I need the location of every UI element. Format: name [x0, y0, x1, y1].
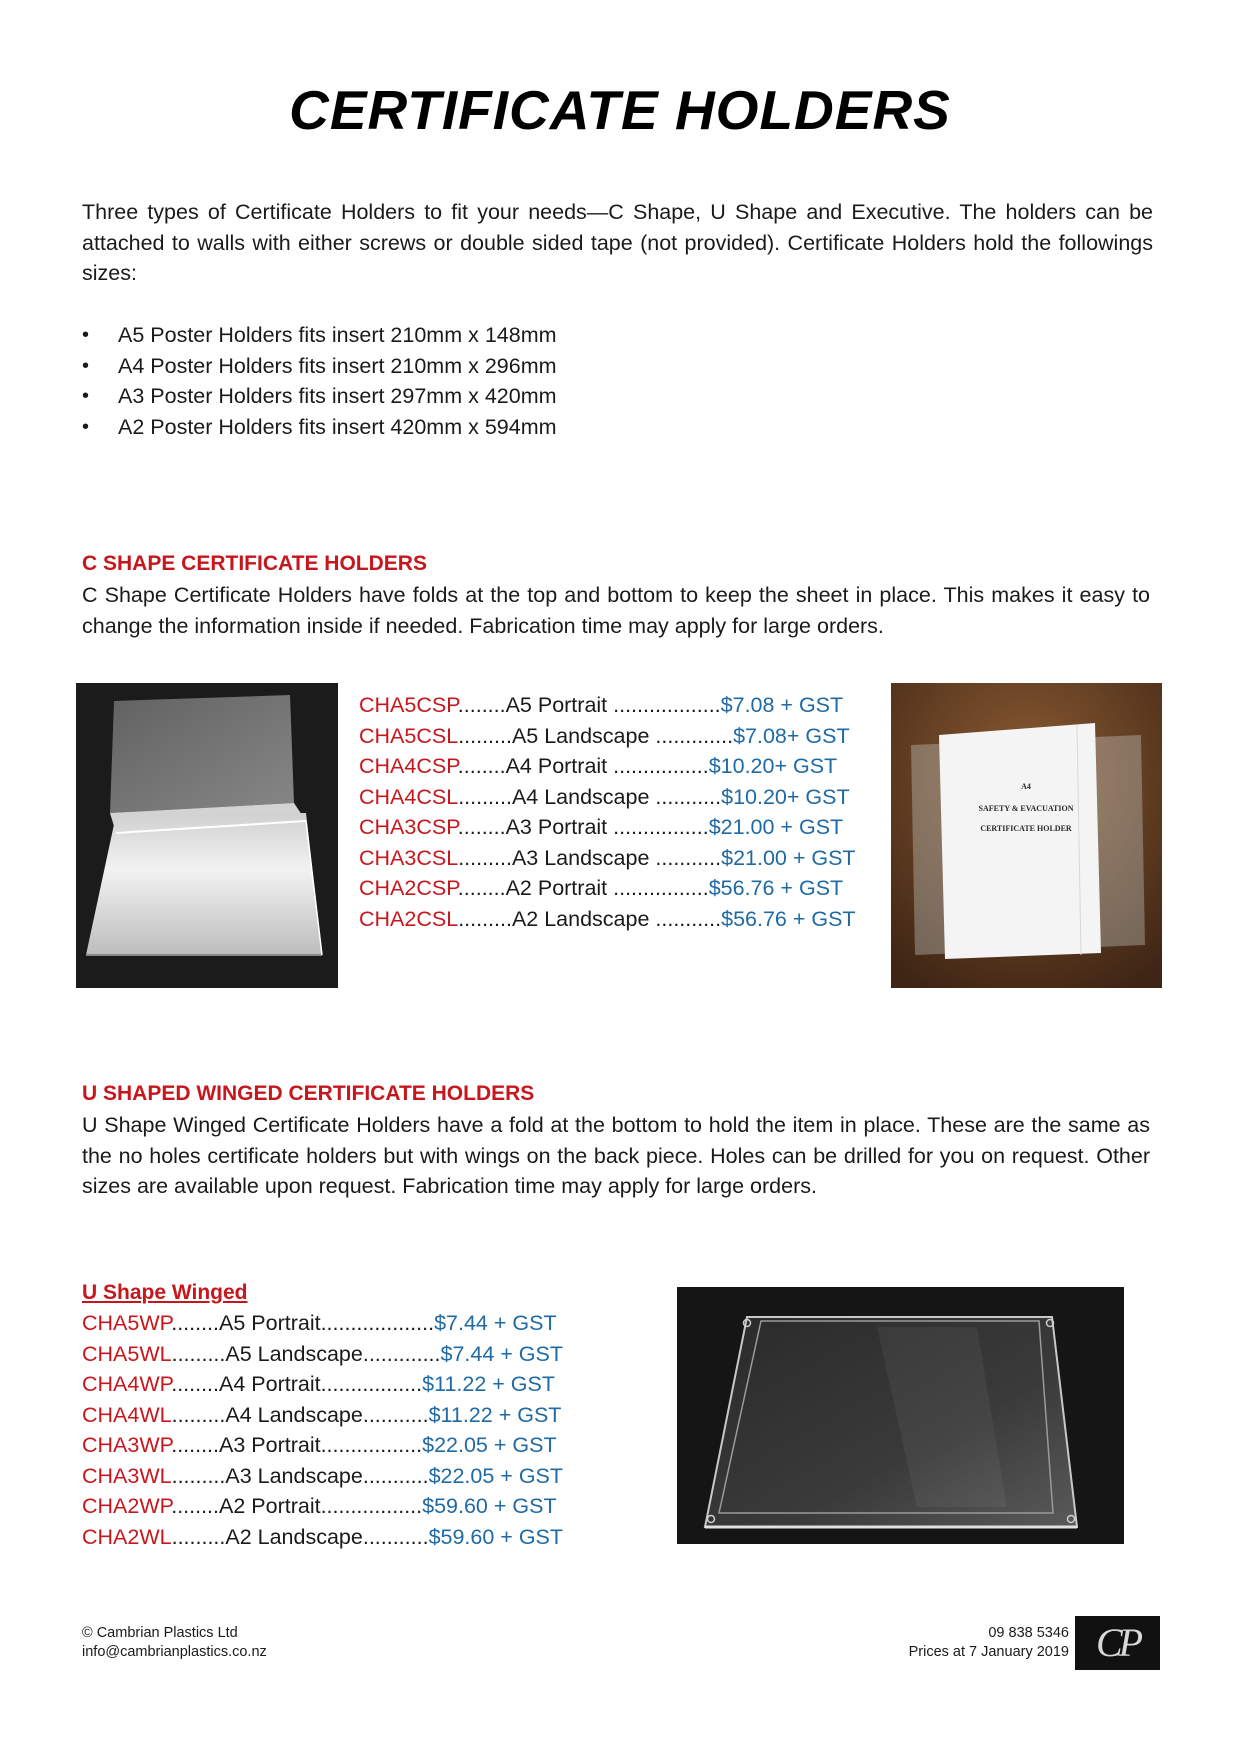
product-code: CHA4WL: [82, 1402, 172, 1427]
product-description: ........A3 Portrait ................: [457, 815, 709, 839]
product-price: $7.44 + GST: [440, 1341, 564, 1366]
product-description: .........A5 Landscape.............: [171, 1341, 441, 1366]
product-code: CHA2WL: [82, 1524, 172, 1549]
intro-paragraph: Three types of Certificate Holders to fit your needs—C Shape, U Shape and Executive. The holders can be attached to walls with either screws or double sided tape (not provided). Certificate Holders hold the followings sizes:: [82, 200, 1153, 285]
price-row: [82, 1522, 563, 1553]
footer-left: [82, 1624, 267, 1662]
product-description: .........A3 Landscape...........: [171, 1463, 429, 1488]
price-row: [359, 751, 856, 782]
product-code: CHA3WL: [82, 1463, 172, 1488]
product-code: CHA3CSL: [359, 845, 459, 870]
product-code: CHA3WP: [82, 1433, 172, 1457]
c-shape-sign-photo: [891, 683, 1162, 988]
product-code: CHA4WP: [82, 1372, 172, 1396]
sign-line: A4: [1021, 782, 1031, 791]
price-row: [82, 1430, 563, 1461]
footer-right: [909, 1624, 1069, 1662]
c-shape-description: C Shape Certificate Holders have folds at the top and bottom to keep the sheet in place. This makes it easy to change the information inside if needed. Fabrication time may apply for large orders.: [82, 583, 1150, 638]
product-price: $21.00 + GST: [708, 815, 844, 839]
product-code: CHA4CSP: [359, 754, 458, 778]
sign-line: SAFETY & EVACUATION: [978, 804, 1074, 813]
product-code: CHA2CSL: [359, 906, 459, 931]
c-shape-price-list: [359, 690, 856, 934]
price-row: [82, 1308, 563, 1339]
product-description: ........A5 Portrait...................: [171, 1311, 435, 1335]
u-shape-description: U Shape Winged Certificate Holders have a fold at the bottom to hold the item in place. These are the same as the no holes certificate holders but with wings on the back piece. Holes can be drilled for you on request. Other sizes are available upon request. Fabrication time may apply for large orders.: [82, 1113, 1150, 1198]
page-title: CERTIFICATE HOLDERS: [289, 79, 951, 141]
product-code: CHA2CSP: [359, 876, 458, 900]
product-code: CHA4CSL: [359, 784, 459, 809]
size-item: • A3 Poster Holders fits insert 297mm x 420mm: [82, 381, 557, 412]
footer-phone: 09 838 5346: [988, 1625, 1069, 1641]
product-description: .........A5 Landscape .............: [458, 723, 734, 748]
product-price: $7.44 + GST: [434, 1311, 557, 1335]
price-row: [359, 873, 856, 904]
product-price: $10.20+ GST: [708, 754, 838, 778]
price-row: [82, 1461, 563, 1492]
product-description: ........A4 Portrait ................: [457, 754, 709, 778]
product-price: $11.22 + GST: [422, 1372, 555, 1396]
sign-line: CERTIFICATE HOLDER: [980, 824, 1072, 833]
product-code: CHA2WP: [82, 1494, 172, 1518]
u-shape-list-heading: U Shape Winged: [82, 1281, 248, 1304]
product-description: ........A5 Portrait ..................: [457, 693, 721, 717]
product-price: $56.76 + GST: [708, 876, 844, 900]
price-row: [82, 1339, 563, 1370]
c-shape-heading: C SHAPE CERTIFICATE HOLDERS: [82, 552, 427, 575]
footer-company: © Cambrian Plastics Ltd: [82, 1625, 238, 1641]
price-row: [359, 721, 856, 752]
product-description: ........A2 Portrait.................: [171, 1494, 423, 1518]
price-row: [82, 1400, 563, 1431]
product-description: .........A4 Landscape...........: [171, 1402, 429, 1427]
product-code: CHA5WP: [82, 1311, 172, 1335]
product-price: $56.76 + GST: [721, 906, 856, 931]
product-description: .........A2 Landscape ...........: [458, 906, 722, 931]
product-description: ........A4 Portrait.................: [171, 1372, 423, 1396]
product-price: $11.22 + GST: [428, 1402, 562, 1427]
product-price: $22.05 + GST: [422, 1433, 557, 1457]
product-code: CHA3CSP: [359, 815, 458, 839]
product-description: .........A2 Landscape...........: [171, 1524, 429, 1549]
sign-text: [951, 781, 1101, 835]
product-price: $21.00 + GST: [721, 845, 856, 870]
product-code: CHA5CSL: [359, 723, 459, 748]
product-price: $10.20+ GST: [721, 784, 850, 809]
u-shape-heading: U SHAPED WINGED CERTIFICATE HOLDERS: [82, 1082, 535, 1105]
price-row: [359, 904, 856, 935]
price-row: [82, 1369, 563, 1400]
price-row: [82, 1491, 563, 1522]
u-shape-price-list: [82, 1308, 563, 1552]
product-price: $22.05 + GST: [428, 1463, 564, 1488]
product-price: $7.08+ GST: [733, 723, 850, 748]
product-description: .........A3 Landscape ...........: [458, 845, 722, 870]
product-description: ........A3 Portrait.................: [171, 1433, 423, 1457]
product-description: ........A2 Portrait ................: [457, 876, 709, 900]
footer-email[interactable]: info@cambrianplastics.co.nz: [82, 1644, 267, 1660]
price-row: [359, 812, 856, 843]
price-row: [359, 843, 856, 874]
u-shape-holder-photo: [677, 1287, 1124, 1544]
product-price: $59.60 + GST: [422, 1494, 557, 1518]
size-item: • A4 Poster Holders fits insert 210mm x 296mm: [82, 351, 557, 382]
c-shape-holder-photo: [76, 683, 338, 988]
price-row: [359, 690, 856, 721]
product-description: .........A4 Landscape ...........: [458, 784, 722, 809]
footer-prices-date: Prices at 7 January 2019: [908, 1644, 1069, 1660]
size-item: • A5 Poster Holders fits insert 210mm x 148mm: [82, 320, 557, 351]
product-code: CHA5WL: [82, 1341, 172, 1366]
price-row: [359, 782, 856, 813]
product-code: CHA5CSP: [359, 693, 458, 717]
product-price: $59.60 + GST: [428, 1524, 564, 1549]
size-list: [82, 320, 557, 442]
product-price: $7.08 + GST: [720, 693, 844, 717]
size-item: • A2 Poster Holders fits insert 420mm x 594mm: [82, 412, 557, 443]
company-logo: CP: [1075, 1616, 1160, 1670]
